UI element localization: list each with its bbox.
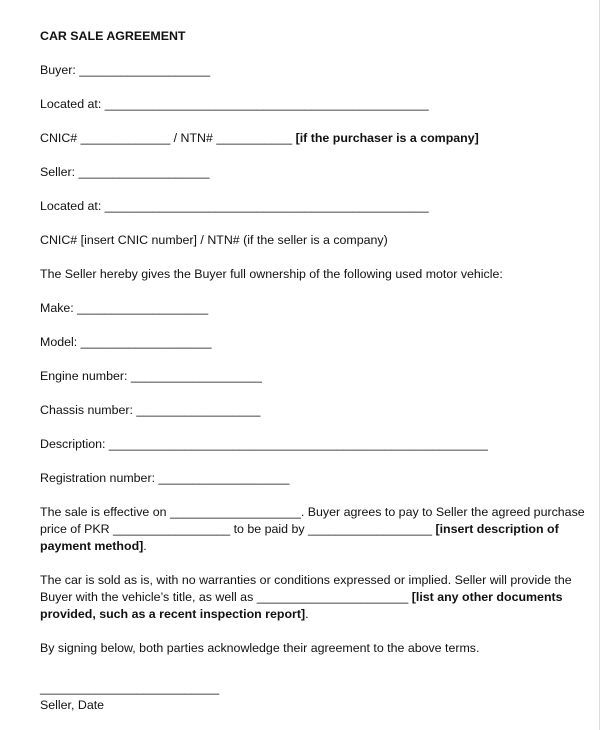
agreement-body: [40, 28, 585, 714]
make-field: Make: ___________________: [40, 301, 209, 315]
buyer-cnic-note: [if the purchaser is a company]: [295, 131, 479, 145]
seller-cnic-field: CNIC# [insert CNIC number] / NTN# (if the seller is a company): [40, 233, 388, 247]
signature-label: Seller, Date: [40, 698, 105, 712]
buyer-location-field: Located at: _______________________________________________: [40, 97, 429, 111]
as-is-end: .: [305, 607, 309, 621]
signing-statement: By signing below, both parties acknowledge their agreement to the above terms.: [40, 641, 480, 655]
model-field: Model: ___________________: [40, 335, 212, 349]
document-title: CAR SALE AGREEMENT: [40, 29, 186, 43]
engine-number-field: Engine number: ___________________: [40, 369, 262, 383]
sale-terms-end: .: [143, 539, 147, 553]
registration-number-field: Registration number: ___________________: [40, 471, 290, 485]
buyer-field: Buyer: ___________________: [40, 63, 211, 77]
seller-location-field: Located at: _______________________________________________: [40, 199, 429, 213]
as-is-paragraph: [40, 572, 585, 623]
seller-field: Seller: ___________________: [40, 165, 210, 179]
documents-note: [list any other documents provided, such as a recent inspection report]: [40, 590, 563, 621]
sale-terms-paragraph: [40, 504, 585, 555]
description-field: Description: _______________________________________________________: [40, 437, 488, 451]
buyer-cnic-text: CNIC# _____________ / NTN# ___________: [40, 131, 296, 145]
ownership-statement: The Seller hereby gives the Buyer full ownership of the following used motor vehicle:: [40, 267, 503, 281]
signature-line: __________________________: [40, 681, 220, 695]
buyer-cnic-field: [40, 130, 585, 147]
chassis-number-field: Chassis number: __________________: [40, 403, 261, 417]
sale-terms-text: The sale is effective on ___________________. Buyer agrees to pay to Seller the agreed purchase price of PKR _________________ to be paid by __________________: [40, 505, 585, 536]
payment-method-note: [insert description of payment method]: [40, 522, 559, 553]
as-is-text: The car is sold as is, with no warranties or conditions expressed or implied. Seller will provide the Buyer with the vehicle’s title, as well as ______________________: [40, 573, 572, 604]
